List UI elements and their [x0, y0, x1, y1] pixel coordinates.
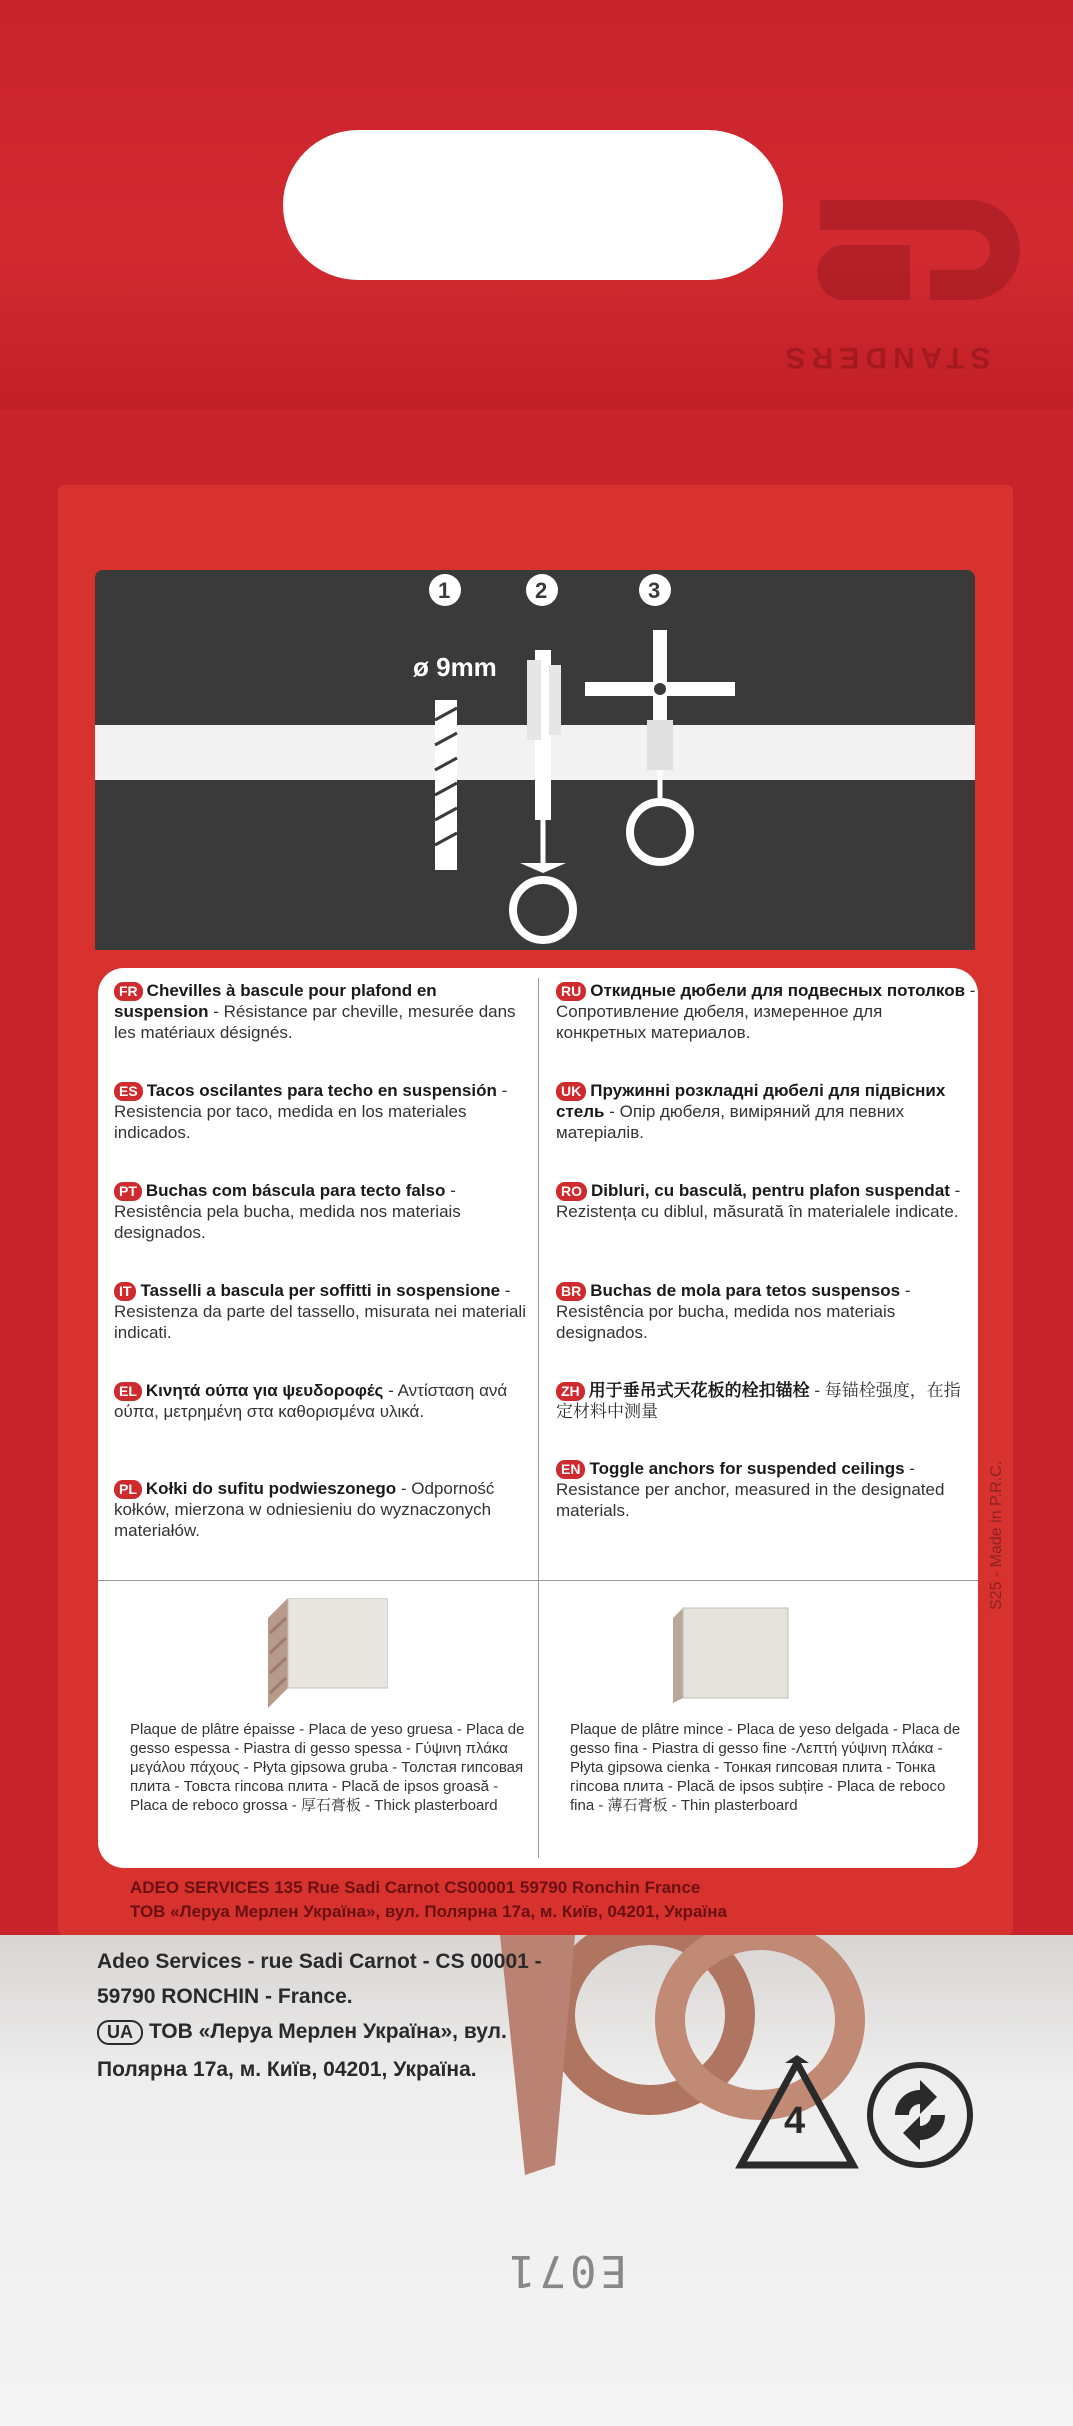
lot-code: E071 — [505, 2245, 627, 2296]
lang-block-el: EL Κινητά ούπα για ψευδοροφές - Αντίσταση ανά ούπα, μετρημένη στα καθορισμένα υλικά. — [114, 1381, 508, 1421]
hang-hole — [283, 130, 783, 280]
lang-block-it: IT Tasselli a bascula per soffitti in sospensione - Resistenza da parte del tassello, misurata nei materiali indicati. — [114, 1281, 526, 1342]
lang-block-br: BR Buchas de mola para tetos suspensos - Resistência por bucha, medida nos materiais designados. — [556, 1281, 911, 1342]
step-2-number: 2 — [535, 578, 548, 603]
lang-block-pl: PL Kołki do sufitu podwieszonego - Odporność kołków, mierzona w odniesieniu do wyznaczonych materiałów. — [114, 1479, 495, 1540]
column-divider — [538, 978, 539, 1858]
thick-plasterboard-label: Plaque de plâtre épaisse - Placa de yeso gruesa - Placa de gesso espessa - Piastra di gesso spessa - Γύψινη πλάκα μεγάλου πάχους - Płyta gipsowa gruba - Толстая гипсовая плита - Товста гіпсова плита - Placă de ipsos groasă - Placa de reboco grossa - 厚石膏板 - Thick plasterboard — [130, 1721, 525, 1814]
address-big-line1: Adeo Services - rue Sadi Carnot - CS 00001 - — [97, 1950, 542, 1973]
installation-diagram — [95, 570, 975, 950]
lang-block-pt: PT Buchas com báscula para tecto falso - Resistência pela bucha, medida nos materiais designados. — [114, 1181, 461, 1242]
brand-logo-icon — [780, 190, 1020, 320]
address-small-line2: ТОВ «Леруа Мерлен Україна», вул. Полярна 17а, м. Київ, 04201, Україна — [130, 1902, 727, 1921]
lang-block-ru: RU Откидные дюбели для подвесных потолков - Сопротивление дюбеля, измеренное для конкретных материалов. — [556, 981, 976, 1042]
package-header — [0, 0, 1073, 410]
made-in-label: S25 - Made in P.R.C. — [988, 1460, 1005, 1610]
section-divider — [98, 1580, 978, 1581]
address-small-line1: ADEO SERVICES 135 Rue Sadi Carnot CS00001 59790 Ronchin France — [130, 1878, 701, 1897]
lang-block-en: EN Toggle anchors for suspended ceilings - Resistance per anchor, measured in the designated materials. — [556, 1459, 945, 1520]
thick-plasterboard-icon — [268, 1598, 388, 1708]
lang-block-ro: RO Dibluri, cu basculă, pentru plafon suspendat - Rezistența cu diblul, măsurată în materialele indicate. — [556, 1181, 961, 1221]
thin-plasterboard-label: Plaque de plâtre mince - Placa de yeso delgada - Placa de gesso fina - Piastra di gesso fine -Λεπτή γύψινη πλάκα - Płyta gipsowa cienka - Тонкая гипсовая плита - Тонка гіпсова плита - Placă de ipsos subțire - Placa de reboco fina - 薄石膏板 - Thin plasterboard — [570, 1721, 961, 1814]
lang-block-uk: UK Пружинні розкладні дюбелі для підвісних стель - Опір дюбеля, виміряний для певних матеріалів. — [556, 1081, 946, 1142]
step-3-number: 3 — [648, 578, 661, 603]
thin-plasterboard-icon — [673, 1603, 793, 1703]
address-big-line2: 59790 RONCHIN - France. — [97, 1985, 353, 2008]
info-panel — [98, 968, 978, 1868]
step-1-number: 1 — [438, 578, 451, 603]
brand-name: STANDERS — [779, 341, 991, 374]
address-big-line4: Полярна 17а, м. Київ, 04201, Україна. — [97, 2058, 477, 2081]
lang-block-fr: FR Chevilles à bascule pour plafond en suspension - Résistance par cheville, mesurée dans les matériaux désignés. — [114, 981, 516, 1042]
drill-diameter-label: ø 9mm — [413, 652, 497, 682]
green-dot-icon — [865, 2060, 975, 2170]
lang-block-es: ES Tacos oscilantes para techo en suspensión - Resistencia por taco, medida en los materiales indicados. — [114, 1081, 508, 1142]
ua-badge: UA — [97, 2020, 143, 2045]
lang-block-zh: ZH 用于垂吊式天花板的栓扣锚栓 - 每锚栓强度，在指定材料中测量 — [556, 1381, 961, 1421]
address-big-line3: UA ТОВ «Леруа Мерлен Україна», вул. — [97, 2020, 507, 2045]
recycle-number: 4 — [784, 2100, 806, 2142]
